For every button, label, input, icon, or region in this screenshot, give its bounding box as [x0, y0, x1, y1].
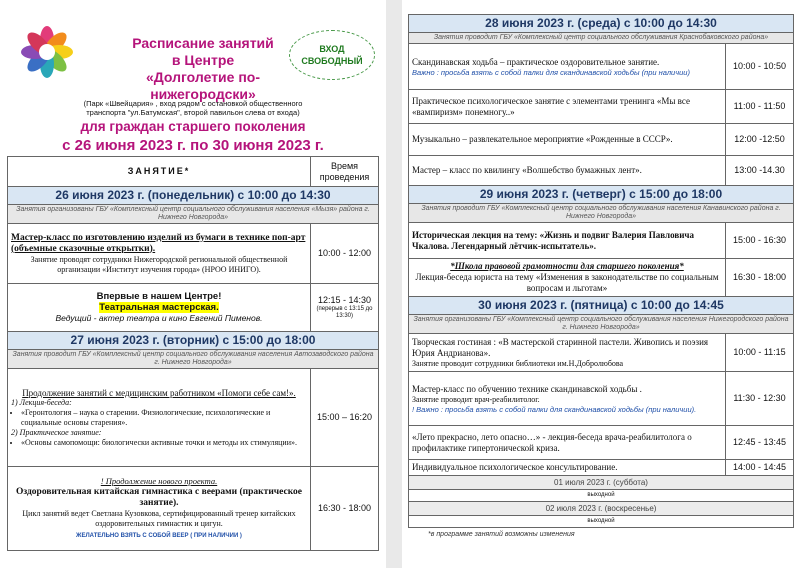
lecture-topic: • «Геронтология – наука о старении. Физиологические, психологические и социальные основы старения».: [21, 408, 307, 428]
activity-title: «Лето прекрасно, лето опасно…» - лекция-беседа врача-реабилитолога о профилактике гипертонической криза.: [409, 426, 726, 460]
activity-host: Ведущий - актер театра и кино Евгений Пименов.: [55, 313, 263, 323]
day-row: [8, 187, 379, 205]
activity-time: 13:00 -14.30: [726, 156, 794, 186]
break-note: (перерыв с 13:15 до 13:30): [316, 306, 373, 319]
day-row: [409, 186, 794, 204]
table-row: [409, 334, 794, 372]
activity-time: 10:00 - 10:50: [726, 44, 794, 90]
activity-title: Лекция-беседа юриста на тему «Изменения в законодательстве по социальным вопросам и льготам»: [415, 272, 719, 293]
table-row: [409, 426, 794, 460]
activity-desc: Занятие проводит сотрудники библиотеки им.Н.Добролюбова: [412, 358, 624, 368]
offday-date: 02 июля 2023 г. (воскресенье): [409, 502, 794, 516]
organizer: Занятия организованы ГБУ «Комплексный центр социального обслуживания населения «Мызя» района г. Нижнего Новгорода»: [8, 205, 379, 224]
activity-time: 11:00 - 11:50: [726, 90, 794, 124]
day-title: 28 июня 2023 г. (среда) с 10:00 до 14:30: [409, 15, 794, 33]
table-row: [409, 90, 794, 124]
activity-highlight: Впервые в нашем Центре!: [96, 291, 222, 302]
table-row: [409, 44, 794, 90]
day-row: [409, 297, 794, 315]
activity-note: Важно : просьба взять с собой палки для скандинавской ходьбы (при наличии): [412, 67, 690, 77]
offday-row: [409, 502, 794, 516]
school-heading: *Школа правовой грамотности для старшего поколения*: [450, 261, 684, 271]
activity-time: 14:00 - 14:45: [726, 460, 794, 476]
table-row: [8, 224, 379, 284]
activity-column-header: ЗАНЯТИЕ*: [8, 157, 311, 187]
activity-time: 12:00 -12:50: [726, 124, 794, 156]
activity-time: 12:45 - 13:45: [726, 426, 794, 460]
audience: для граждан старшего поколения: [80, 119, 306, 134]
day-title: 27 июня 2023 г. (вторник) с 15:00 до 18:00: [8, 332, 379, 350]
organizer: Занятия организованы ГБУ «Комплексный центр социального обслуживания населения Нижегородского района г. Нижнего Новгорода»: [409, 315, 794, 334]
activity-title: Мастер-класс по обучению технике скандинавской ходьбы .: [412, 383, 642, 394]
column-header-row: [8, 157, 379, 187]
organizer: Занятия проводит ГБУ «Комплексный центр социального обслуживания населения Канавинского района г. Нижнего Новгорода»: [409, 204, 794, 223]
offday-row: [409, 476, 794, 490]
activity-time: 15:00 - 16:30: [726, 223, 794, 259]
org-row: [409, 33, 794, 44]
offday-row: [409, 490, 794, 502]
org-row: [8, 350, 379, 369]
offday-label: выходной: [409, 516, 794, 528]
table-row: [409, 156, 794, 186]
day-row: [409, 15, 794, 33]
table-row: [8, 369, 379, 467]
practice-label: 2) Практическое занятие:: [11, 427, 102, 437]
activity-desc: Занятие проводят сотрудники Нижегородской региональной общественной организации «Институт изучения города» (НРОО ИНИГО).: [30, 254, 288, 274]
activity-time: 12:15 - 14:30: [317, 295, 372, 305]
activity-title: Театральная мастерская.: [99, 302, 219, 313]
org-row: [409, 315, 794, 334]
activity-title: Индивидуальное психологическое консультирование.: [409, 460, 726, 476]
org-row: [409, 204, 794, 223]
day-title: 30 июня 2023 г. (пятница) с 10:00 до 14:45: [409, 297, 794, 315]
table-row: [409, 460, 794, 476]
activity-desc: Цикл занятий ведет Светлана Кузовкова, сертифицированный тренер китайских оздоровительных гимнастик и цигун.: [22, 508, 296, 528]
header: [7, 6, 379, 156]
day-title: 29 июня 2023 г. (четверг) с 15:00 до 18:00: [409, 186, 794, 204]
table-row: [409, 124, 794, 156]
page-title: Расписание занятий в Центре «Долголетие по-нижегородски»: [132, 35, 274, 102]
day-row: [8, 332, 379, 350]
free-entry-badge: ВХОД СВОБОДНЫЙ: [289, 30, 375, 80]
activity-note: ! Важно : просьба взять с собой палки для скандинавской ходьбы (при наличии).: [412, 404, 697, 414]
activity-time: 11:30 - 12:30: [726, 372, 794, 426]
activity-title: Скандинавская ходьба – практическое оздоровительное занятие.: [412, 56, 660, 67]
schedule-table-right: [408, 14, 794, 528]
right-page: [402, 0, 800, 568]
flower-logo-icon: [21, 26, 73, 78]
activity-title: Практическое психологическое занятие с элементами тренинга «Мы все «вампиризм» понемногу..»: [409, 90, 726, 124]
time-column-header: Время проведения: [311, 157, 379, 187]
activity-title: Музыкально – развлекательное мероприятие «Рожденные в СССР».: [409, 124, 726, 156]
address: (Парк «Швейцария» , вход рядом с остановкой общественного транспорта "ул.Батумская", второй павильон слева от входа): [83, 99, 303, 117]
organizer: Занятия проводит ГБУ «Комплексный центр социального обслуживания населения Автозаводского района г. Нижнего Новгорода»: [8, 350, 379, 369]
project-note: ! Продолжение нового проекта.: [100, 475, 218, 486]
table-row: [409, 259, 794, 297]
activity-time: 10:00 - 12:00: [311, 224, 379, 284]
day-title: 26 июня 2023 г. (понедельник) с 10:00 до 14:30: [8, 187, 379, 205]
org-row: [8, 205, 379, 224]
offday-label: выходной: [409, 490, 794, 502]
table-row: [8, 467, 379, 551]
offday-date: 01 июля 2023 г. (суббота): [409, 476, 794, 490]
activity-title: Оздоровительная китайская гимнастика с веерами (практическое занятие).: [15, 486, 303, 508]
table-row: [8, 284, 379, 332]
offday-row: [409, 516, 794, 528]
table-row: [409, 223, 794, 259]
lecture-label: 1) Лекция-беседа:: [11, 397, 72, 407]
activity-time: 15:00 – 16:20: [311, 369, 379, 467]
organizer: Занятия проводит ГБУ «Комплексный центр социального обслуживания Краснобаковского района»: [409, 33, 794, 44]
activity-time: 16:30 - 18:00: [311, 467, 379, 551]
activity-title: Историческая лекция на тему: «Жизнь и подвиг Валерия Павловича Чкалова. Легендарный лётчик-испытатель».: [409, 223, 726, 259]
activity-title: Мастер-класс по изготовлению изделий из бумаги в технике поп-арт (объемные сказочные открытки).: [11, 232, 306, 254]
fan-note: ЖЕЛАТЕЛЬНО ВЗЯТЬ С СОБОЙ ВЕЕР ( ПРИ НАЛИЧИИ ): [76, 532, 242, 539]
schedule-table-left: [7, 156, 379, 551]
activity-title: Мастер – класс по квилингу «Волшебство бумажных лент».: [409, 156, 726, 186]
footnote: *в программе занятий возможны изменения: [428, 531, 575, 538]
left-page: [0, 0, 386, 568]
activity-desc: Занятие проводит врач-реабилитолог.: [412, 394, 540, 404]
date-range: с 26 июня 2023 г. по 30 июня 2023 г.: [62, 137, 324, 154]
practice-topic: • «Основы самопомощи: биологически активные точки и методы их стимуляции».: [21, 438, 307, 448]
activity-title: Творческая гостиная : «В мастерской старинной пастели. Живопись и поэзия Юрия Андрианова».: [412, 336, 709, 358]
table-row: [409, 372, 794, 426]
activity-time: 16:30 - 18:00: [726, 259, 794, 297]
activity-time: 10:00 - 11:15: [726, 334, 794, 372]
activity-title: Продолжение занятий с медицинским работником «Помоги себе сам!».: [22, 387, 296, 398]
